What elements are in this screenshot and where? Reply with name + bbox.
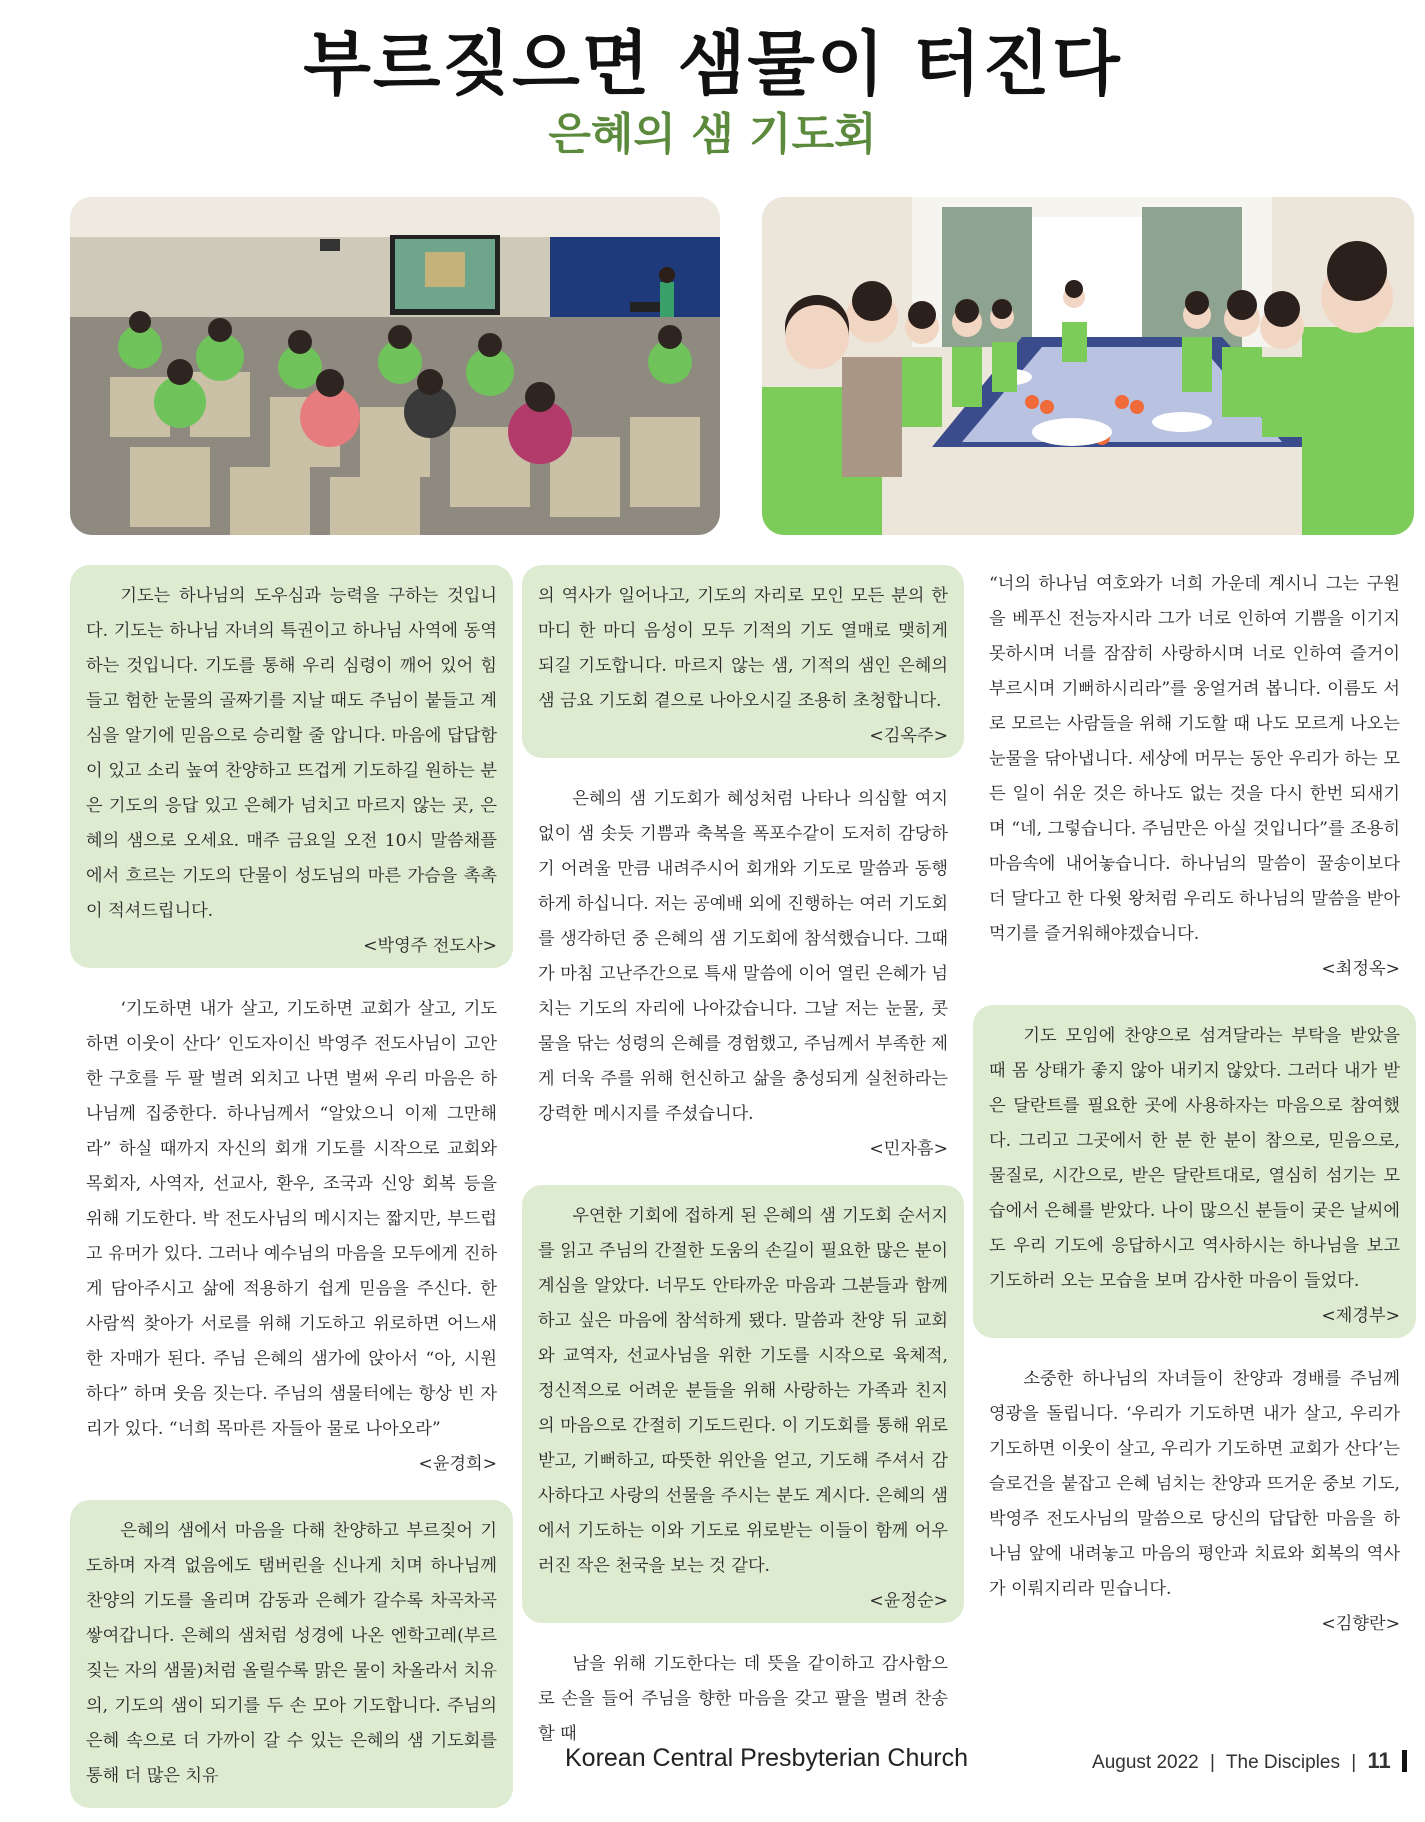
testimony-author: <김향란>: [1321, 1614, 1400, 1634]
testimony-text: 기도는 하나님의 도우심과 능력을 구하는 것입니다. 기도는 하나님 자녀의 특권이고 하나님 사역에 동역하는 것입니다. 기도를 통해 우리 심령이 깨어 있어 힘들고 험한 눈물의 골짜기를 지날 때도 주님이 붙들고 계심을 알기에 믿음으로 승리할 줄 압니다. 마음에 답답함이 있고 소리 높여 찬양하고 뜨겁게 기도하길 원하는 분은 기도의 응답 있고 은혜가 넘치고 마르지 않는 곳, 은혜의 샘으로 오세요. 매주 금요일 오전 10시 말씀채플에서 흐르는 기도의 단물이 성도님의 마른 가슴을 촉촉이 적셔드립니다.: [86, 586, 497, 921]
testimony-author: <윤정순>: [869, 1591, 948, 1611]
testimony-text: 소중한 하나님의 자녀들이 찬양과 경배를 주님께 영광을 돌립니다. ‘우리가 기도하면 내가 살고, 우리가 기도하면 이웃이 살고, 우리가 기도하면 교회가 산다’는 슬로건을 붙잡고 은혜 넘치는 찬양과 뜨거운 중보 기도, 박영주 전도사님의 말씀으로 당신의 답답한 마음을 하나님 앞에 내려놓고 마음의 평안과 치료와 회복의 역사가 이뤄지리라 믿습니다.: [989, 1369, 1400, 1599]
separator: |: [1351, 1752, 1357, 1773]
testimony-text: 남을 위해 기도한다는 데 뜻을 같이하고 감사함으로 손을 들어 주님을 향한 마음을 갖고 팔을 벌려 찬송할 때: [538, 1654, 948, 1744]
testimony-author: <박영주 전도사>: [363, 936, 497, 956]
church-name: Korean Central Presbyterian Church: [565, 1744, 968, 1772]
testimony-block: [70, 982, 513, 1486]
testimony-author: <윤경희>: [418, 1454, 497, 1474]
testimony-block: [522, 1185, 964, 1623]
magazine-name: The Disciples: [1225, 1752, 1340, 1773]
testimony-block: [973, 1352, 1416, 1646]
testimony-text: 은혜의 샘에서 마음을 다해 찬양하고 부르짖어 기도하며 자격 없음에도 탬버린을 신나게 치며 하나님께 찬양의 기도를 올리며 감동과 은혜가 갈수록 차곡차곡 쌓여갑니다. 은혜의 샘처럼 성경에 나온 엔학고레(부르짖는 자의 샘물)처럼 올릴수록 맑은 물이 차올라서 치유의, 기도의 샘이 되기를 두 손 모아 기도합니다. 주님의 은혜 속으로 더 가까이 갈 수 있는 은혜의 샘 기도회를 통해 더 많은 치유: [86, 1521, 497, 1786]
article-column-3: [973, 565, 1416, 1660]
testimony-author: <김옥주>: [869, 726, 948, 746]
separator: |: [1210, 1752, 1215, 1773]
testimony-text: 기도 모임에 찬양으로 섬겨달라는 부탁을 받았을 때 몸 상태가 좋지 않아 내키지 않았다. 그러다 내가 받은 달란트를 필요한 곳에 사용하자는 마음으로 참여했다. 그리고 그곳에서 한 분 한 분이 참으로, 믿음으로, 물질로, 시간으로, 받은 달란트대로, 열심히 섬기는 모습에서 은혜를 받았다. 나이 많으신 분들이 궂은 날씨에도 우리 기도에 응답하시고 역사하시는 하나님을 보고 기도하러 오는 모습을 보며 감사한 마음이 들었다.: [989, 1026, 1400, 1291]
issue-date: August 2022: [1092, 1752, 1199, 1773]
testimony-text: ‘기도하면 내가 살고, 기도하면 교회가 살고, 기도하면 이웃이 산다’ 인도자이신 박영주 전도사님이 고안한 구호를 두 팔 벌려 외치고 나면 벌써 우리 마음은 하나님께 집중한다. 하나님께서 “알았으니 이제 그만해라” 하실 때까지 자신의 회개 기도를 시작으로 교회와 목회자, 사역자, 선교사, 환우, 조국과 신앙 회복 등을 위해 기도한다. 박 전도사님의 메시지는 짧지만, 부드럽고 유머가 있다. 그러나 예수님의 마음을 모두에게 진하게 담아주시고 삶에 적용하기 쉽게 믿음을 주신다. 한 사람씩 찾아가 서로를 위해 기도하고 위로하면 어느새 한 자매가 된다. 주님 은혜의 샘가에 앉아서 “아, 시원하다” 하며 웃음 짓는다. 주님의 샘물터에는 항상 빈 자리가 있다. “너희 목마른 자들아 물로 나아오라”: [86, 999, 497, 1439]
page-footer: [0, 1744, 1425, 1784]
testimony-block: [522, 565, 964, 758]
testimony-text: 은혜의 샘 기도회가 혜성처럼 나타나 의심할 여지없이 샘 솟듯 기쁨과 축복을 폭포수같이 도저히 감당하기 어려울 만큼 내려주시어 회개와 기도로 말씀과 동행하게 하십니다. 저는 공예배 외에 진행하는 여러 기도회를 생각하던 중 은혜의 샘 기도회에 참석했습니다. 그때가 마침 고난주간으로 특새 말씀에 이어 열린 은혜가 넘치는 기도의 자리에 나아갔습니다. 그날 저는 눈물, 콧물을 닦는 성령의 은혜를 경험했고, 주님께서 부족한 제게 더욱 주를 위해 헌신하고 삶을 충성되게 실천하라는 강력한 메시지를 주셨습니다.: [538, 789, 948, 1124]
testimony-text: “너의 하나님 여호와가 너희 가운데 계시니 그는 구원을 베푸신 전능자시라 그가 너로 인하여 기쁨을 이기지 못하시며 너를 잠잠히 사랑하시며 너로 인하여 즐거이 부르시며 기뻐하시리라”를 웅얼거려 봅니다. 이름도 서로 모르는 사람들을 위해 기도할 때 나도 모르게 나오는 눈물을 닦아냅니다. 세상에 머무는 동안 우리가 하는 모든 일이 쉬운 것은 하나도 없는 것을 다시 한번 되새기며 “네, 그렇습니다. 주님만은 아실 것입니다”를 조용히 마음속에 내어놓습니다. 하나님의 말씀이 꿀송이보다 더 달다고 한 다윗 왕처럼 우리도 하나님의 말씀을 받아먹기를 즐거워해야겠습니다.: [989, 574, 1400, 944]
issue-info: [1092, 1748, 1407, 1774]
testimony-author: <최정옥>: [1321, 959, 1400, 979]
page-subtitle: 은혜의 샘 기도회: [548, 109, 877, 160]
testimony-block: [522, 772, 964, 1171]
testimony-text: 의 역사가 일어나고, 기도의 자리로 모인 모든 분의 한 마디 한 마디 음성이 모두 기적의 기도 열매로 맺히게 되길 기도합니다. 마르지 않는 샘, 기적의 샘인 은혜의 샘 금요 기도회 곁으로 나아오시길 조용히 초청합니다.: [538, 586, 948, 711]
article-column-1: [70, 565, 513, 1822]
testimony-block: [973, 1005, 1416, 1338]
page-number: 11: [1367, 1748, 1391, 1773]
testimony-block: [973, 565, 1416, 991]
testimony-author: <민자흠>: [869, 1139, 948, 1159]
group-table-photo: [762, 197, 1414, 535]
worship-hall-photo: [70, 197, 720, 535]
testimony-author: <제경부>: [1321, 1306, 1400, 1326]
testimony-block: [70, 565, 513, 968]
testimony-block: [522, 1637, 964, 1756]
page-bar-icon: [1402, 1750, 1407, 1772]
testimony-text: 우연한 기회에 접하게 된 은혜의 샘 기도회 순서지를 읽고 주님의 간절한 도움의 손길이 필요한 많은 분이 계심을 알았다. 너무도 안타까운 마음과 그분들과 함께하고 싶은 마음에 참석하게 됐다. 말씀과 찬양 뒤 교회와 교역자, 선교사님을 위한 기도를 시작으로 육체적, 정신적으로 어려운 분들을 위해 사랑하는 가족과 친지의 마음으로 간절히 기도드린다. 이 기도회를 통해 위로받고, 기뻐하고, 따뜻한 위안을 얻고, 기도해 주셔서 감사하다고 사랑의 선물을 주시는 분도 계시다. 은혜의 샘에서 기도하는 이와 기도로 위로받는 이들이 함께 어우러진 작은 천국을 보는 것 같다.: [538, 1206, 948, 1576]
article-column-2: [522, 565, 964, 1770]
page-title: 부르짖으면 샘물이 터진다: [303, 23, 1122, 105]
